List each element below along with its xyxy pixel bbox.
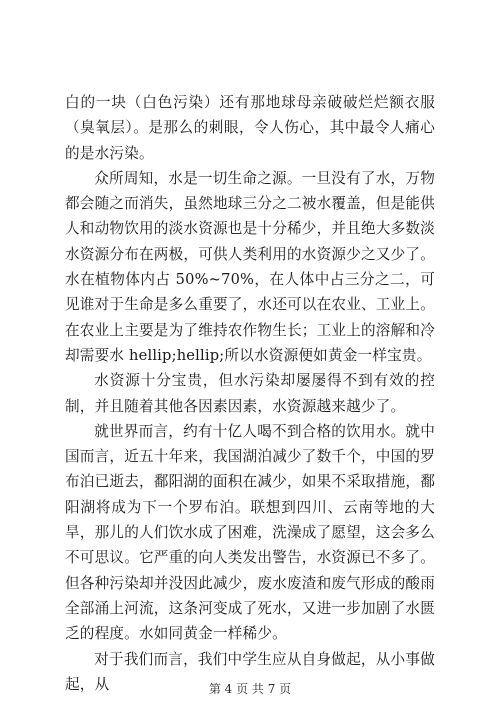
paragraph-2: 众所周知，水是一切生命之源。一旦没有了水，万物都会随之而消失，虽然地球三分之二被水覆盖，但是能供人和动物饮用的淡水资源也是十分稀少，并且绝大多数淡水资源分布在两极，可供人类利用的水资源少之又少了。水在植物体内占 50%~70%，在人体中占三分之二，可见谁对于生命是多么重要了，水还可以在农业、工业上。在农业上主要是为了维持农作物生长；工业上的溶解和冷却需要水 hellip;hellip;所以水资源便如黄金一样宝贵。	[65, 169, 435, 364]
paragraph-5: 对于我们而言，我们中学生应从自身做起，从小事做起，从	[65, 650, 435, 693]
body-text	[65, 90, 435, 697]
paragraph-4: 就世界而言，约有十亿人喝不到合格的饮用水。就中国而言，近五十年来，我国湖泊减少了数千个，中国的罗布泊已逝去，鄱阳湖的面积在减少，如果不采取措施，鄱阳湖将成为下一个罗布泊。联想到四川、云南等地的大旱，那儿的人们饮水成了困难，洗澡成了愿望，这会多么不可思议。它严重的向人类发出警告，水资源已不多了。但各种污染却并没因此减少，废水废渣和废气形成的酸雨全部涌上河流，这条河变成了死水，又进一步加剧了水匮乏的程度。水如同黄金一样稀少。	[65, 422, 435, 643]
paragraph-1: 白的一块（白色污染）还有那地球母亲破破烂烂额衣服（臭氧层）。是那么的刺眼，令人伤心，其中最令人痛心的是水污染。	[65, 94, 435, 162]
paragraph-3: 水资源十分宝贵，但水污染却屡屡得不到有效的控制，并且随着其他各因素因素，水资源越来越少了。	[65, 372, 435, 415]
page-number-footer: 第 4 页 共 7 页	[208, 682, 292, 696]
